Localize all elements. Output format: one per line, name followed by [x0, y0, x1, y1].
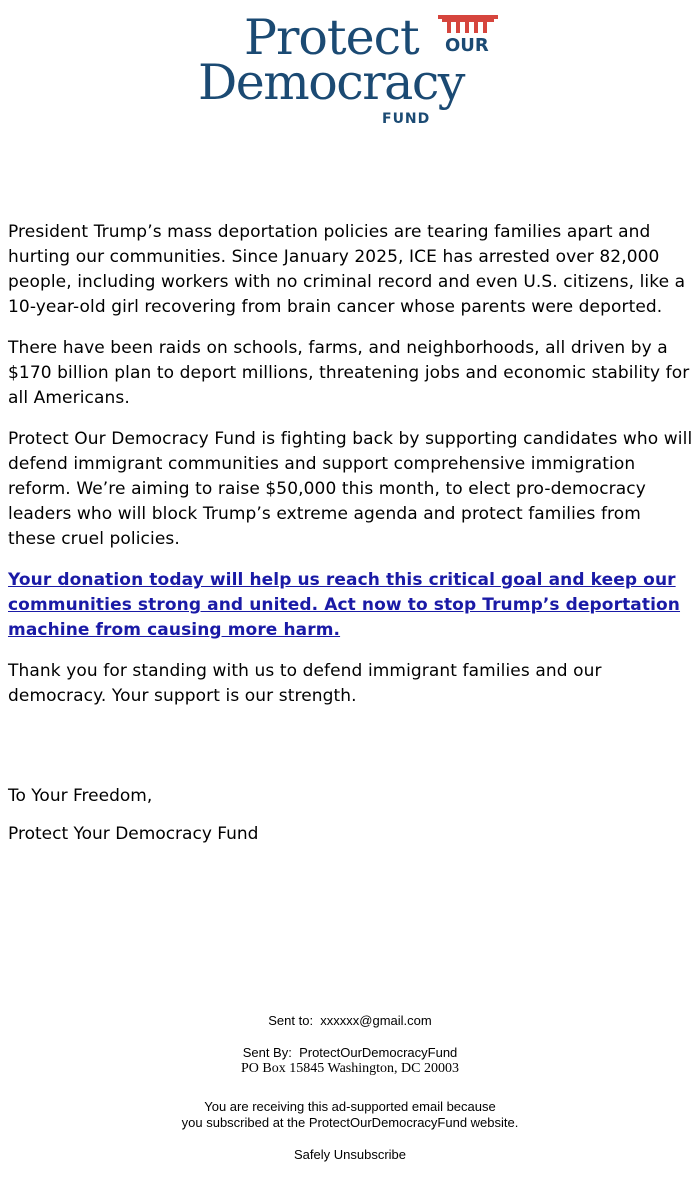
body-paragraph-2: There have been raids on schools, farms, and neighborhoods, all driven by a $170 billion plan to deport millions, threatening jobs and economic stability for all Americans.: [8, 338, 690, 408]
body-paragraph-1: President Trump’s mass deportation policies are tearing families apart and hurting our communities. Since January 2025, ICE has arrested over 82,000 people, including workers with no criminal record and even U.S. citizens, like a 10-year-old girl recovering from brain cancer whose parents were deported.: [8, 222, 686, 317]
email-footer: [0, 1013, 700, 1163]
subscription-notice: [0, 1099, 700, 1131]
logo-word-our: OUR: [445, 35, 489, 56]
email-closing: [8, 784, 694, 860]
body-paragraph-3: Protect Our Democracy Fund is fighting back by supporting candidates who will defend immigrant communities and support comprehensive immigration reform. We’re aiming to raise $50,000 this month, to elect pro-democracy leaders who will block Trump’s extreme agenda and protect families from these cruel policies.: [8, 429, 693, 549]
sent-by-label: Sent By:: [242, 1045, 292, 1060]
protect-our-democracy-fund-logo: [198, 9, 508, 130]
notice-line-2: you subscribed at the ProtectOurDemocracyFund website.: [181, 1115, 519, 1130]
donation-cta-link[interactable]: Your donation today will help us reach this critical goal and keep our communities strong and united. Act now to stop Trump’s deportation machine from causing more harm.: [8, 570, 681, 640]
sent-to-line: [0, 1013, 700, 1029]
sent-to-email: xxxxxx@gmail.com: [320, 1013, 432, 1028]
donation-cta-paragraph: [8, 568, 694, 643]
closing-signature: Protect Your Democracy Fund: [8, 824, 259, 844]
logo-word-democracy: Democracy: [198, 54, 464, 111]
closing-salutation: To Your Freedom,: [8, 786, 153, 806]
logo-word-fund: FUND: [382, 111, 431, 127]
sender-info: [0, 1045, 700, 1077]
notice-line-1: You are receiving this ad-supported email because: [204, 1099, 496, 1114]
sender-address: PO Box 15845 Washington, DC 20003: [241, 1061, 459, 1076]
sent-to-label: Sent to:: [268, 1013, 314, 1028]
logo-word-protect: Protect: [244, 9, 419, 66]
sent-by-name: ProtectOurDemocracyFund: [299, 1045, 458, 1060]
body-paragraph-4: Thank you for standing with us to defend immigrant families and our democracy. Your support is our strength.: [8, 661, 602, 706]
sent-by-line: [0, 1045, 700, 1061]
unsubscribe-link[interactable]: Safely Unsubscribe: [294, 1147, 406, 1162]
email-body: [8, 220, 694, 725]
capitol-pillars-icon: [436, 14, 500, 36]
